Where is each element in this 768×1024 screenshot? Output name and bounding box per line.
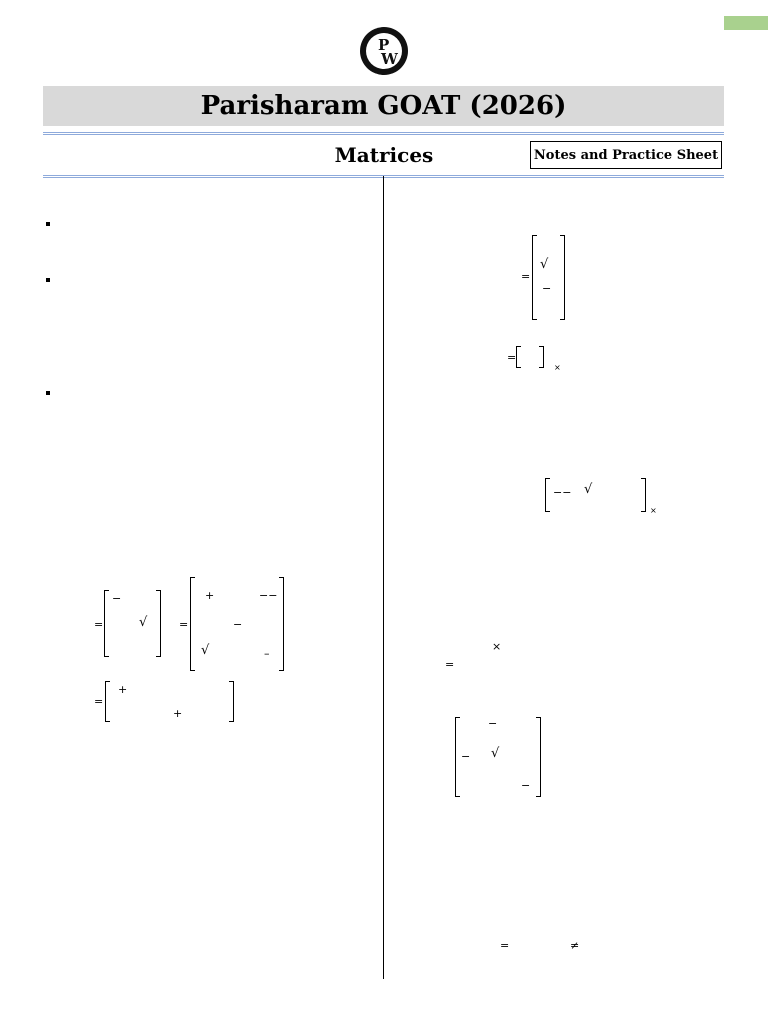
not-equal-sign: ≠ [570, 939, 580, 952]
bullet-marker [46, 278, 50, 282]
sqrt-symbol: √ [139, 615, 148, 630]
matrix-bracket-left [532, 235, 537, 320]
matrix-bracket-left [190, 577, 195, 671]
matrix-bracket-left [545, 478, 550, 512]
pw-logo [359, 26, 409, 76]
plus-sign: + [118, 683, 128, 696]
equals-sign: = [94, 695, 104, 708]
matrix-bracket-right [156, 590, 161, 657]
equals-sign: = [500, 939, 510, 952]
svg-text:P: P [378, 36, 390, 54]
matrix-bracket-right [229, 681, 234, 722]
sqrt-symbol: √ [584, 482, 593, 497]
document-title: Parisharam GOAT (2026) [43, 86, 724, 126]
matrix-bracket-right [536, 717, 541, 797]
equals-sign: = [521, 270, 531, 283]
minus-sign: − [112, 592, 122, 605]
matrix-bracket-right [560, 235, 565, 320]
svg-text:W: W [381, 50, 398, 68]
bullet-marker [46, 391, 50, 395]
sqrt-symbol: √ [201, 643, 210, 658]
equals-sign: = [507, 351, 517, 364]
topic-heading: Matrices [334, 143, 434, 167]
minus-sign: – [264, 647, 270, 660]
minus-sign: − [461, 750, 471, 763]
plus-sign: + [205, 589, 215, 602]
plus-sign: + [173, 707, 183, 720]
minus-sign: −− [259, 589, 278, 602]
column-divider [383, 176, 384, 979]
sqrt-symbol: √ [491, 746, 500, 761]
times-sign: × [554, 363, 561, 372]
minus-sign: − [488, 717, 498, 730]
matrix-bracket-left [455, 717, 460, 797]
times-sign: × [650, 506, 657, 515]
matrix-bracket-right [539, 346, 544, 368]
header-rule-top [43, 132, 724, 133]
minus-sign: − [521, 779, 531, 792]
minus-sign: − [542, 282, 552, 295]
bullet-marker [46, 222, 50, 226]
matrix-bracket-right [641, 478, 646, 512]
sqrt-symbol: √ [540, 257, 549, 272]
matrix-bracket-left [105, 681, 110, 722]
matrix-bracket-left [104, 590, 109, 657]
equals-sign: = [179, 618, 189, 631]
matrix-bracket-left [516, 346, 521, 368]
equals-sign: = [94, 618, 104, 631]
minus-sign: − [233, 618, 243, 631]
doc-type-badge: Notes and Practice Sheet [530, 141, 722, 169]
corner-accent-tab [724, 16, 768, 30]
equals-sign: = [445, 658, 455, 671]
header-rule-top-2 [43, 134, 724, 135]
times-sign: × [492, 640, 502, 653]
minus-sign: −− [553, 486, 572, 499]
matrix-bracket-right [279, 577, 284, 671]
